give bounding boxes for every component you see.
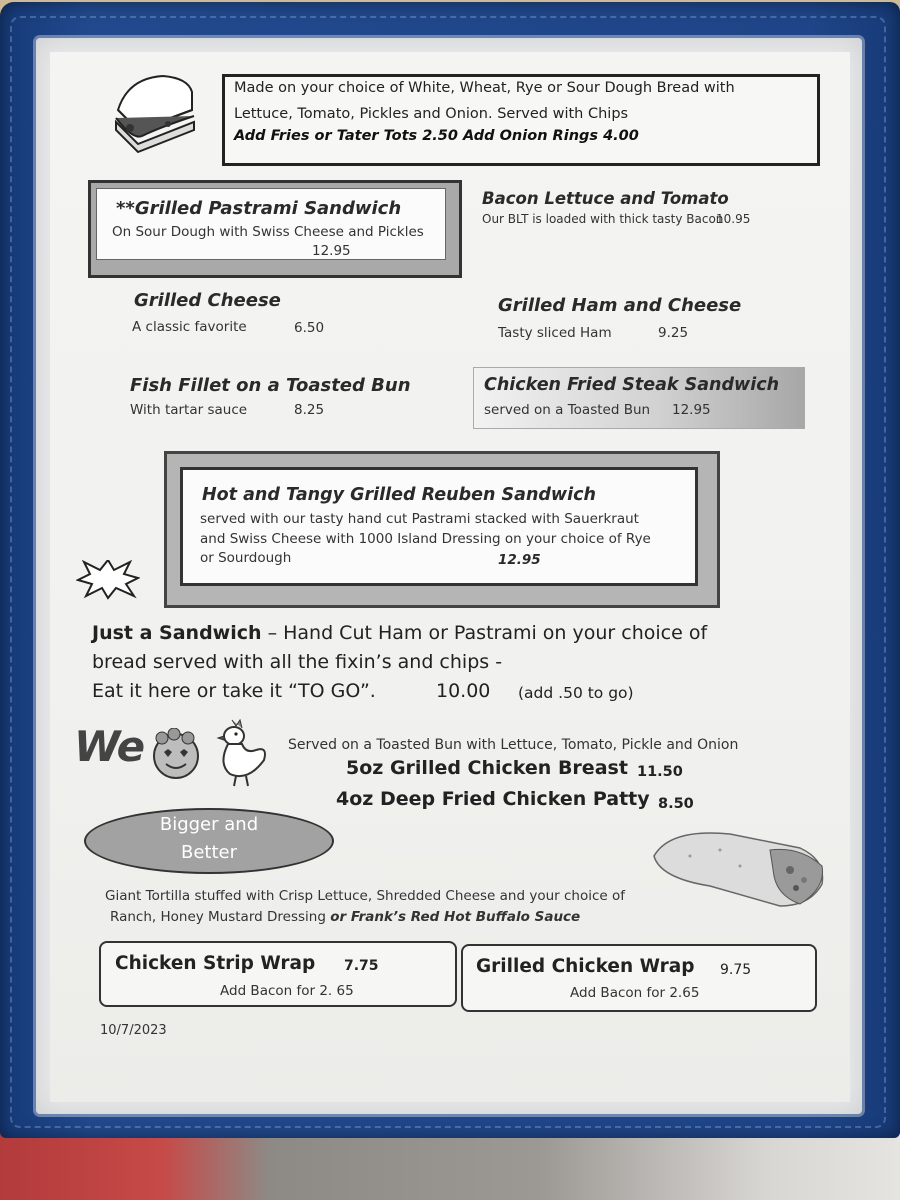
reuben-name: Hot and Tangy Grilled Reuben Sandwich: [202, 485, 596, 505]
reuben-line-2: and Swiss Cheese with 1000 Island Dressing on your choice of Rye: [200, 531, 651, 547]
ham-cheese-name: Grilled Ham and Cheese: [498, 295, 742, 316]
starburst-icon: [76, 560, 140, 600]
cfs-desc: served on a Toasted Bun: [484, 402, 651, 418]
chicken-price-1: 11.50: [637, 764, 683, 780]
grilled-chicken-wrap-box: [461, 944, 817, 1012]
smiley-icon: [150, 728, 202, 780]
reuben-line-3: or Sourdough: [200, 550, 292, 566]
cfs-price: 12.95: [672, 402, 711, 418]
sandwich-icon: [108, 70, 200, 154]
grilled-cheese-price: 6.50: [294, 320, 325, 336]
cfs-name: Chicken Fried Steak Sandwich: [484, 375, 780, 395]
chicken-served: Served on a Toasted Bun with Lettuce, Tomato, Pickle and Onion: [288, 737, 739, 753]
pastrami-price: 12.95: [312, 243, 351, 259]
we-text: We: [74, 722, 145, 771]
oval-line-1: Bigger and: [159, 814, 259, 835]
blt-name: Bacon Lettuce and Tomato: [482, 189, 729, 208]
just-sandwich-line-3: Eat it here or take it “TO GO”.: [92, 680, 376, 702]
oval-line-2: Better: [180, 842, 237, 863]
just-sandwich-title: Just a Sandwich: [92, 622, 262, 644]
chicken-item-2: 4oz Deep Fried Chicken Patty: [336, 788, 650, 810]
bigger-better-oval: [84, 808, 334, 874]
ham-cheese-price: 9.25: [658, 325, 689, 341]
reuben-price: 12.95: [498, 552, 541, 568]
chicken-price-2: 8.50: [658, 796, 694, 812]
just-sandwich-note: (add .50 to go): [518, 684, 634, 702]
grilled-cheese-name: Grilled Cheese: [134, 290, 281, 311]
grilled-wrap-name: Grilled Chicken Wrap: [476, 956, 695, 977]
wraps-desc-2: [110, 909, 580, 925]
strip-wrap-addon: Add Bacon for 2. 65: [220, 983, 354, 999]
fish-price: 8.25: [294, 402, 325, 418]
wrap-icon: [650, 826, 830, 912]
ham-cheese-desc: Tasty sliced Ham: [498, 325, 612, 341]
wraps-desc-1: Giant Tortilla stuffed with Crisp Lettuce, Shredded Cheese and your choice of: [105, 888, 626, 904]
just-sandwich-line-1-text: – Hand Cut Ham or Pastrami on your choice of: [261, 622, 708, 644]
intro-line-1: Made on your choice of White, Wheat, Rye or Sour Dough Bread with: [234, 80, 735, 96]
chicken-icon: [212, 716, 270, 788]
menu-date: 10/7/2023: [100, 1023, 167, 1038]
grilled-wrap-price: 9.75: [720, 962, 752, 978]
fish-name: Fish Fillet on a Toasted Bun: [130, 375, 411, 396]
intro-line-2: Lettuce, Tomato, Pickles and Onion. Served with Chips: [234, 106, 629, 122]
chicken-item-1: 5oz Grilled Chicken Breast: [346, 757, 628, 779]
reuben-line-1: served with our tasty hand cut Pastrami stacked with Sauerkraut: [200, 511, 639, 527]
blt-desc: Our BLT is loaded with thick tasty Bacon: [482, 212, 724, 226]
intro-addons: Add Fries or Tater Tots 2.50 Add Onion Rings 4.00: [234, 128, 639, 144]
pastrami-name: **Grilled Pastrami Sandwich: [116, 198, 402, 219]
fish-desc: With tartar sauce: [130, 402, 248, 418]
strip-wrap-price: 7.75: [344, 958, 379, 974]
blt-price: 10.95: [716, 212, 751, 226]
just-sandwich-price: 10.00: [436, 680, 491, 702]
pastrami-desc: On Sour Dough with Swiss Cheese and Pickles: [112, 224, 424, 240]
wraps-desc-2-plain: Ranch, Honey Mustard Dressing: [110, 909, 331, 925]
wraps-desc-2-italic: or Frank’s Red Hot Buffalo Sauce: [330, 909, 581, 925]
just-sandwich-line-1: [92, 622, 707, 644]
grilled-wrap-addon: Add Bacon for 2.65: [570, 985, 700, 1001]
grilled-cheese-desc: A classic favorite: [132, 319, 247, 335]
just-sandwich-line-2: bread served with all the fixin’s and chips -: [92, 651, 503, 673]
strip-wrap-name: Chicken Strip Wrap: [115, 953, 316, 974]
